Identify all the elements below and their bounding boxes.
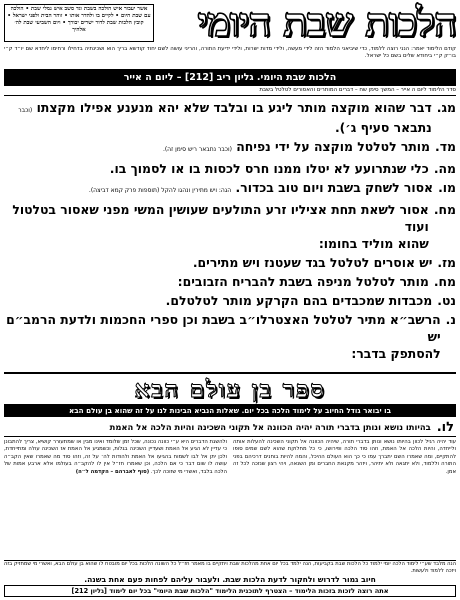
halacha-text: הרשב״א מתיר לטלטל האצטרלו״ב בשבת וכן ספרי החכמות ולדעת הרמב״ם יש (6, 312, 441, 344)
footer-bar: אתה רוצה לזכות בזכות הלימוד – הצטרף לתוכנית הלימוד "הלכות שבת היומי" בכל יום לימוד [גליון 212] (4, 585, 456, 597)
halacha-note: הגה: ויש מתירין ונהגו להקל (תוספות פרק קמא דביצה). (88, 187, 232, 194)
halacha-text: אסור לשאת תחת אציליו זרע התולעים שעושין המשי מפני שאסור בטלטול ועוד (12, 202, 429, 234)
footer (4, 560, 456, 597)
sefer-source: (סוף לאברהם – הקדמה ל״ה) (75, 468, 150, 475)
issue-bar: הלכות שבת היומי. גליון ריב [212] – ליום ה אייר (4, 69, 456, 86)
sefer-title: ספר בן עולם הבא (134, 375, 326, 403)
sefer-subtitle-bar: בו יבואר גודל החיוב על לימוד הלכה בכל יום. שאלות הנביא הבינות לנו על זה שהוא בן עולם הבא (4, 404, 456, 417)
halacha-item (4, 138, 456, 158)
halacha-text: מכבדות שמכבדים בהם הקרקע מותר לטלטלם. (165, 293, 433, 308)
intro-prayer: קודם הלימוד יאמר: הנני רוצה ללמוד, כדי שיביאני הלמוד הזה לידי מעשה, ולידי מדות ישרות, ולידי ידיעת התורה, והריני עושה לשם יחוד קודשא בריך הוא ושכינתיה בדחילו ורחימו ליחדא שם יו״ד ק״י בו״ק ק״י ביחודא שלים בשם כל ישראל. (4, 46, 456, 59)
halacha-item (4, 311, 456, 361)
study-order-text: סדר הלימוד ליום ה אייר – המשך סימן שח – דברים המותרים והאסורים לטלטל בשבת (259, 87, 456, 93)
halacha-number: מח. (433, 202, 456, 217)
halacha-text: מותר לטלטל מוקצה על ידי נפיחה (236, 139, 431, 154)
sefer-column-right: עוד יהיה רגיל לכוון בהיותו נושא ונותן בדברי תורה, שיהיה הכוונה אל תקוני השכינה להעלות אותה ולייחדה, והיות הלכה אל האמת, וזהו סוד הלכה ופירושו, כי כל מחלוקת שהוא לשם שמים סופו להתקיים, ומה שאמרו השם יתברך עמו כי כך הוא העולם ההיכל, והמה להיות בוחנים דרכיהם בפני התורה וללמוד, ולא יתגאה ולא יתיהר, ויזהר מקנאת החברים ומן השנאה, ויהי רצון שנזכה לכל זה אמן. (233, 439, 456, 475)
halacha-continuation: נתבאר סעיף ג׳). (334, 120, 432, 135)
footer-note: הנה מלבד שע״י לימוד הלכה יומי ילמוד כל הלכות שבת בקביעות, הנה ילמד בכל יום אחת מהלכות שבת ויתקיים בו מאמר חז״ל כל השונה הלכות בכל יום מובטח לו שהוא בן עולם הבא, ואשרי מי שמחזיק בזה ויזכה ללמוד ולעשות. (4, 561, 456, 574)
halacha-item (4, 179, 456, 199)
halacha-item (4, 292, 456, 309)
halacha-text: דבר שהוא מוקצה מותר ליגע בו ובלבד שלא יהא מנענע אפילו מקצתו (36, 100, 432, 115)
halacha-number: נט. (437, 293, 456, 308)
sefer-columns (4, 439, 456, 551)
footer-bold-line: חיוב גמור לדרוש ולחקור לדעת הלכות שבת. ולעבור עליהם לפחות פעם אחת בשנה. (84, 575, 376, 584)
halacha-number: נ. (445, 312, 456, 327)
sefer-column-left-text: ולהשגת הדברים היא ע״י כוונה נכונה, שכל זמן שלומד ואינו מבין או שמתעורר קושיא, צריך להתבונן כי עדיין לא הגיע אל האמת ושעדיין השכינה בגלות, וכשמגיע אל האמת אז השכינה עולה ומתייחדת, ולכן יתן אל לבו לשמוח בהגיעו אל האמת ולהודות לה׳ על זה, וזהו סוד מה שאמרו שאין הקב״ה עושה לו שום דבר כי אם הלכה, וכן שאמרו חז״ל אין לו להקב״ה בעולמו אלא ארבע אמות של הלכה בלבד, ואשרי מי שזוכה לכך. (4, 439, 227, 475)
halacha-item (4, 254, 456, 271)
sefer-section (4, 372, 456, 551)
halacha-item (4, 201, 456, 252)
halacha-text: יש אוסרים לטלטל בגד שעטנז ויש מתירים. (192, 255, 433, 270)
halachot-list (4, 99, 456, 361)
halacha-item (4, 99, 456, 136)
halacha-number: מה. (433, 161, 456, 176)
masthead (4, 2, 456, 44)
halacha-continuation: שהוא מוליד בחומו: (318, 236, 429, 251)
sefer-question (4, 419, 456, 437)
halacha-number: מח. (433, 274, 456, 289)
sefer-question-text: בהיותו נושא ונותן בדברי תורה יהיה הכוונה אל תקוני השכינה והיות הלכה אל האמת (109, 422, 431, 432)
study-order-line (4, 86, 456, 96)
halacha-note: (וכבר נתבאר ריש סימן זה). (162, 146, 232, 153)
masthead-title: הלכות שבת היומי (197, 0, 456, 46)
halacha-continuation: להסתפק בדבר: (351, 346, 441, 361)
masthead-slogan-box: אשר יעבור איש הולכה בשבת וגד סשב איש נמלי שבת • הולכה עם שבת היום • לקיים בו ולהדר אותו • זוהר הבית ולפני ישראל • קובץ הלכות שבת לדור ישרים יבורך • ויום השביעי שבת לה׳ אלהיך (4, 4, 154, 42)
halacha-text: אסור לשחק בשבת ויום טוב בכדור. (235, 180, 434, 195)
halacha-number: מג. (436, 100, 456, 115)
halacha-number: מו. (438, 180, 456, 195)
halacha-text: מותר לטלטל מניפה בשבת להבריח הזבובים: (177, 274, 429, 289)
sefer-column-left (4, 439, 227, 551)
halacha-item (4, 273, 456, 290)
sefer-question-number: לו. (436, 420, 454, 435)
halacha-text: כלי שנתרועע לא יטלו ממנו חרס לכסות בו או לסמוך בו. (109, 161, 429, 176)
halacha-number: מז. (437, 255, 456, 270)
halacha-item (4, 160, 456, 177)
halacha-note: (וכבר (18, 107, 33, 114)
halacha-number: מד. (435, 139, 456, 154)
